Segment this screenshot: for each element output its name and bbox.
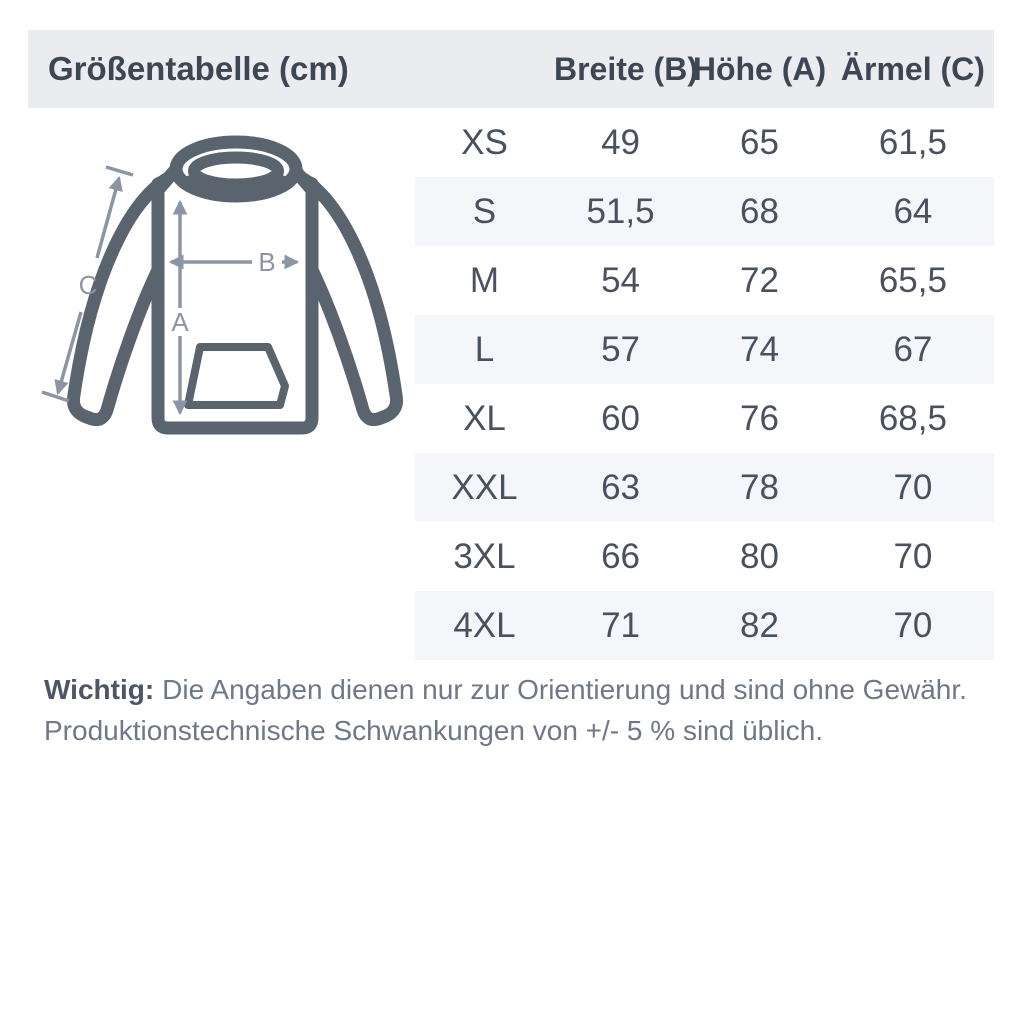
hoodie-measure-diagram <box>40 120 420 460</box>
measure-b-label: B <box>258 247 276 277</box>
hoehe-value: 80 <box>740 536 779 576</box>
hoehe-value: 74 <box>740 329 779 369</box>
aermel-value: 70 <box>893 467 933 507</box>
measure-c-label: C <box>78 270 98 300</box>
hood-inner <box>194 158 278 185</box>
hoodie-icon <box>40 120 420 460</box>
size-label: L <box>474 329 495 369</box>
aermel-value: 64 <box>893 191 933 231</box>
column-header-hoehe: Höhe (A) <box>692 50 827 87</box>
measure-c-tick <box>106 167 133 175</box>
disclaimer-line1: Die Angaben dienen nur zur Orientierung und sind ohne Gewähr. <box>162 674 967 705</box>
disclaimer-note <box>44 669 974 751</box>
breite-value: 51,5 <box>586 191 655 231</box>
size-label: 3XL <box>453 536 516 576</box>
breite-value: 66 <box>601 536 640 576</box>
breite-value: 63 <box>601 467 640 507</box>
size-label: XL <box>463 398 506 438</box>
measure-a-label: A <box>171 307 189 337</box>
aermel-value: 65,5 <box>878 260 947 300</box>
table-row-3XL <box>415 522 994 591</box>
size-label: XS <box>461 122 508 162</box>
hoehe-value: 72 <box>740 260 779 300</box>
table-row-L <box>415 315 994 384</box>
aermel-value: 70 <box>893 605 933 645</box>
breite-value: 71 <box>601 605 640 645</box>
aermel-value: 70 <box>893 536 933 576</box>
measure-c-tick <box>42 392 69 401</box>
column-header-aermel: Ärmel (C) <box>840 50 985 87</box>
breite-value: 57 <box>601 329 640 369</box>
kangaroo-pocket <box>188 347 285 405</box>
size-table-body <box>415 108 994 660</box>
table-row-M <box>415 246 994 315</box>
table-header-bar <box>28 30 994 108</box>
hoehe-value: 65 <box>740 122 779 162</box>
breite-value: 54 <box>601 260 640 300</box>
hoehe-value: 78 <box>740 467 779 507</box>
hoehe-value: 82 <box>740 605 779 645</box>
table-row-4XL <box>415 591 994 660</box>
table-row-XXL <box>415 453 994 522</box>
size-label: 4XL <box>453 605 516 645</box>
hoehe-value: 76 <box>740 398 779 438</box>
aermel-value: 68,5 <box>878 398 947 438</box>
table-row-XS <box>415 108 994 177</box>
aermel-value: 67 <box>893 329 933 369</box>
size-label: XXL <box>451 467 518 507</box>
breite-value: 49 <box>601 122 640 162</box>
hoehe-value: 68 <box>740 191 779 231</box>
disclaimer-note-bold: Wichtig: <box>44 674 155 705</box>
column-headers <box>415 51 994 88</box>
table-row-XL <box>415 384 994 453</box>
aermel-value: 61,5 <box>878 122 947 162</box>
size-label: S <box>472 191 497 231</box>
column-header-breite: Breite (B) <box>553 50 698 87</box>
disclaimer-line2: Produktionstechnische Schwankungen von +/- 5 % sind üblich. <box>44 715 824 746</box>
size-label: M <box>469 260 500 300</box>
page-title: Größentabelle (cm) <box>48 50 349 87</box>
breite-value: 60 <box>601 398 640 438</box>
table-row-S <box>415 177 994 246</box>
